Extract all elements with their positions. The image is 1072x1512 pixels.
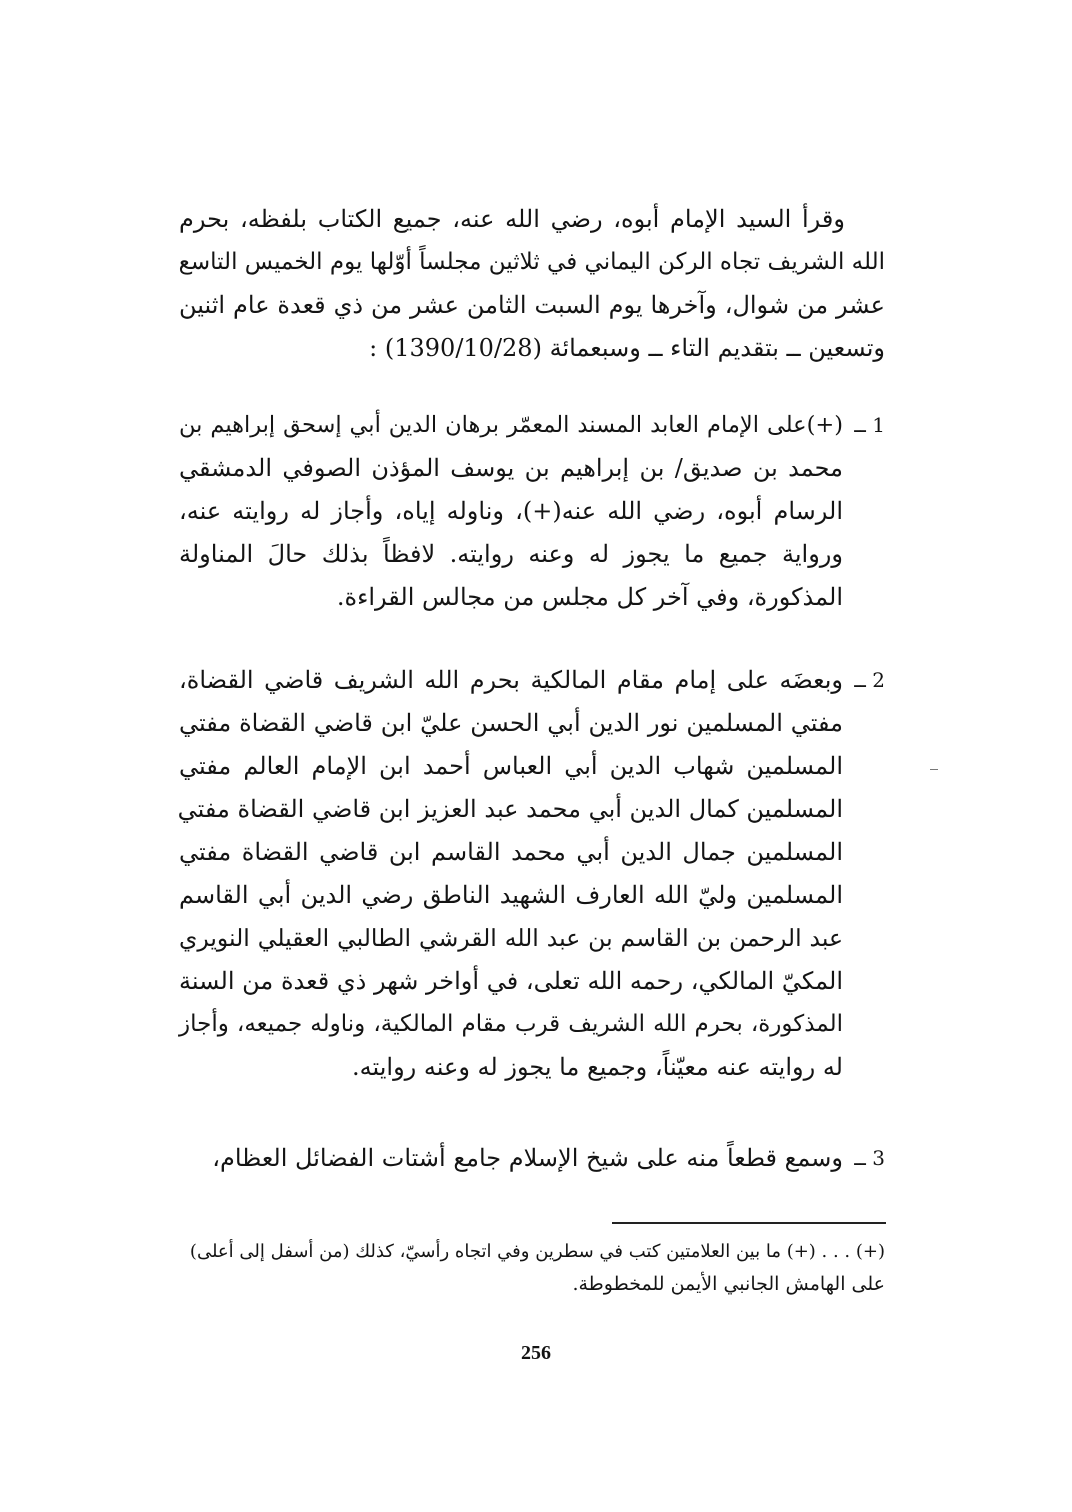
- footnote: [179, 1236, 885, 1300]
- text-line: الرسام أبوه، رضي الله عنه(+)، وناوله إياه، وأجاز له روايته عنه،: [179, 497, 843, 525]
- item-text: [179, 659, 843, 1089]
- text-line: وبعضَه على إمام مقام المالكية بحرم الله الشريف قاضي القضاة،: [179, 666, 843, 694]
- text-line: وقرأ السيد الإمام أبوه، رضي الله عنه، جميع الكتاب بلفظه، بحرم: [179, 205, 845, 233]
- text-line: الله الشريف تجاه الركن اليماني في ثلاثين مجلساً أوّلها يوم الخميس التاسع: [178, 249, 885, 275]
- list-item: [179, 1137, 885, 1180]
- text-line: وسمع قطعاً منه على شيخ الإسلام جامع أشتات الفضائل العظام،: [212, 1144, 843, 1172]
- footnote-line: (+) . . . (+) ما بين العلامتين كتب في سطرين وفي اتجاه رأسيّ، كذلك (من أسفل إلى أعلى): [189, 1241, 885, 1262]
- item-text: [179, 404, 843, 619]
- footnote-divider: [612, 1222, 886, 1224]
- item-text: [179, 1137, 843, 1180]
- footnote-line: على الهامش الجانبي الأيمن للمخطوطة.: [572, 1273, 885, 1295]
- list-item: [179, 404, 885, 619]
- text-line: المذكورة، وفي آخر كل مجلس من مجالس القراءة.: [336, 583, 843, 611]
- list-item: [179, 659, 885, 1089]
- intro-paragraph: [179, 198, 885, 370]
- text-line: محمد بن صديق/ بن إبراهيم بن يوسف المؤذن الصوفي الدمشقي: [179, 454, 844, 482]
- text-line: المسلمين جمال الدين أبي محمد القاسم ابن قاضي القضاة مفتي: [179, 838, 844, 866]
- text-line: المسلمين كمال الدين أبي محمد عبد العزيز ابن قاضي القضاة مفتي: [177, 795, 843, 823]
- item-number: 1 ــ: [854, 413, 885, 437]
- text-line: عشر من شوال، وآخرها يوم السبت الثامن عشر من ذي قعدة عام اثنين: [179, 291, 885, 319]
- page-number: 256: [521, 1342, 551, 1364]
- text-line: المسلمين وليّ الله العارف الشهيد الناطق رضي الدين أبي القاسم: [179, 881, 844, 909]
- text-line: مفتي المسلمين نور الدين أبي الحسن عليّ ابن قاضي القضاة مفتي: [179, 709, 843, 737]
- text-line: عبد الرحمن بن القاسم بن عبد الله القرشي الطالبي العقيلي النويري: [179, 924, 843, 952]
- item-number: 2 ــ: [854, 668, 885, 692]
- item-number: 3 ــ: [854, 1146, 885, 1170]
- text-line: (+)على الإمام العابد المسند المعمّر برهان الدين أبي إسحق إبراهيم بن: [179, 412, 843, 438]
- text-line: المذكورة، بحرم الله الشريف قرب مقام المالكية، وناوله جميعه، وأجاز: [179, 1011, 843, 1037]
- margin-tick: [930, 769, 938, 770]
- text-line: المسلمين شهاب الدين أبي العباس أحمد ابن الإمام العالم مفتي: [179, 752, 844, 780]
- text-line: وتسعين ــ بتقديم التاء ــ وسبعمائة (1390/10/28) :: [369, 334, 885, 362]
- text-line: ورواية جميع ما يجوز له وعنه روايته. لافظاً بذلك حالَ المناولة: [179, 540, 843, 568]
- text-line: المكيّ المالكي، رحمه الله تعلى، في أواخر شهر ذي قعدة من السنة: [179, 967, 843, 995]
- text-line: له روايته عنه معيّناً، وجميع ما يجوز له وعنه روايته.: [352, 1053, 843, 1081]
